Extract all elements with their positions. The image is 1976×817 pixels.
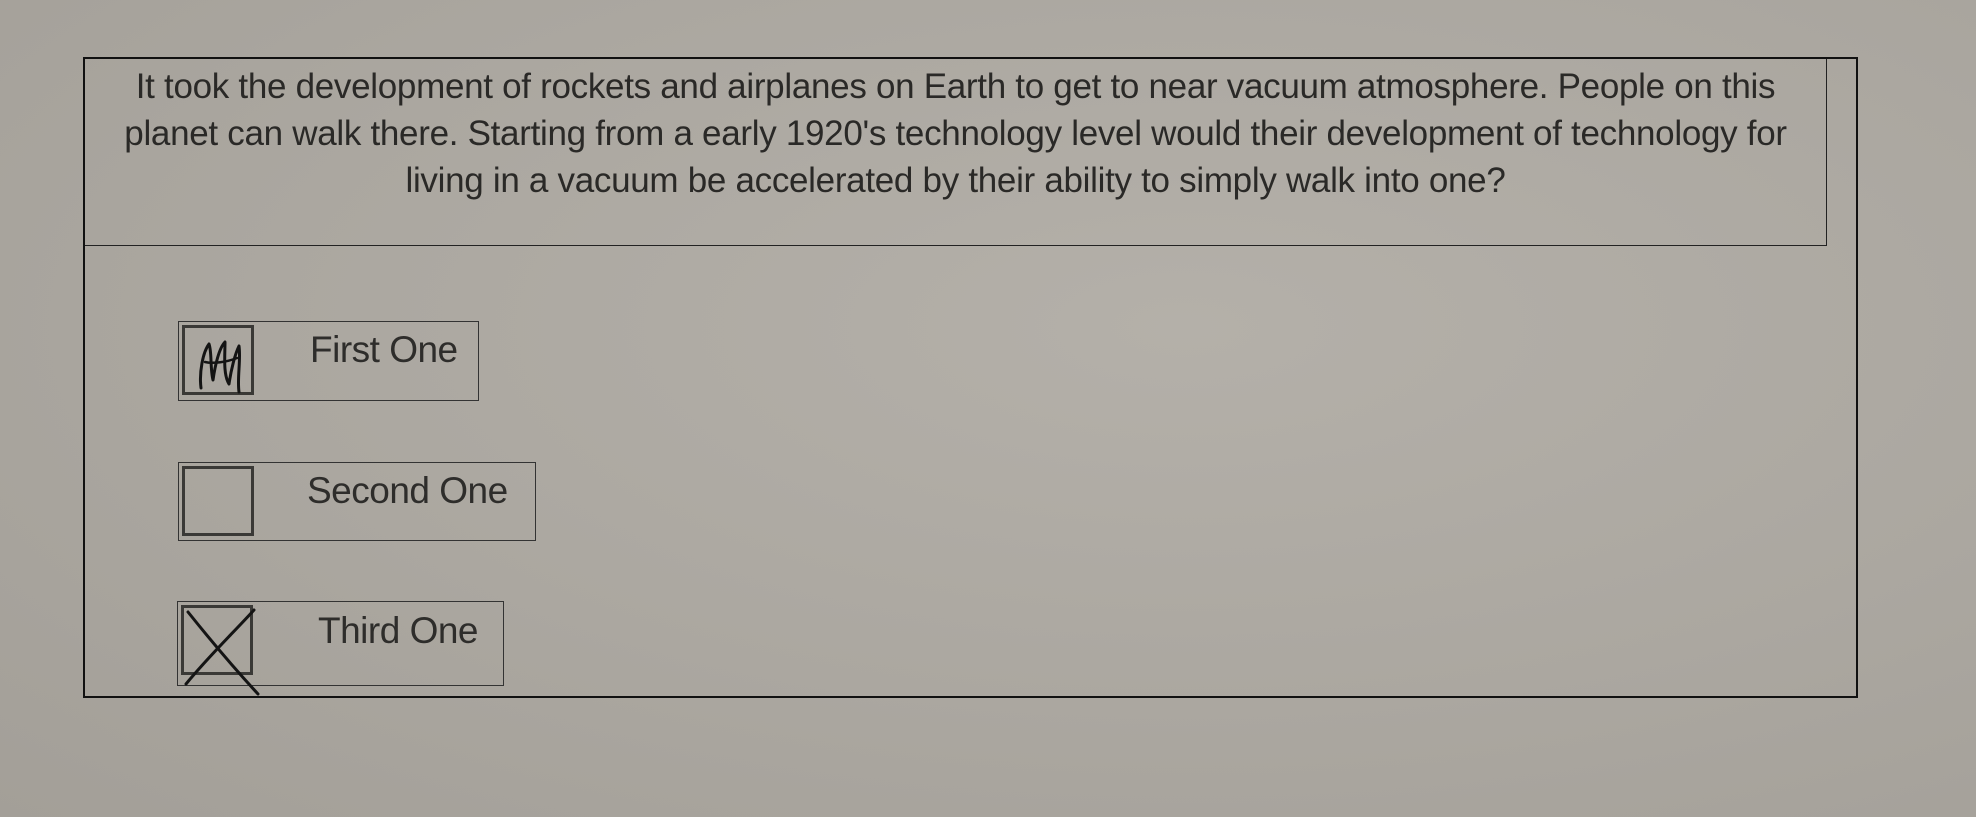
option-label-second: Second One — [307, 470, 508, 511]
checkbox-second[interactable] — [182, 466, 254, 536]
question-text: It took the development of rockets and airplanes on Earth to get to near vacuum atmosphere. People on this planet can walk there. Starting from a early 1920's technology level would their development of technology for living in a vacuum be accelerated by their ability to simply walk into one? — [124, 67, 1787, 200]
x-mark-icon — [178, 602, 278, 702]
handwritten-initials-mark — [179, 322, 269, 412]
option-second[interactable] — [178, 462, 536, 541]
option-label-third: Third One — [318, 610, 479, 651]
option-label-first: First One — [310, 329, 458, 370]
option-first[interactable] — [178, 321, 479, 401]
question-box — [85, 59, 1827, 246]
checkbox-third[interactable] — [181, 605, 253, 675]
form-box — [83, 57, 1858, 698]
option-third[interactable] — [177, 601, 504, 686]
checkbox-first[interactable] — [182, 325, 254, 395]
